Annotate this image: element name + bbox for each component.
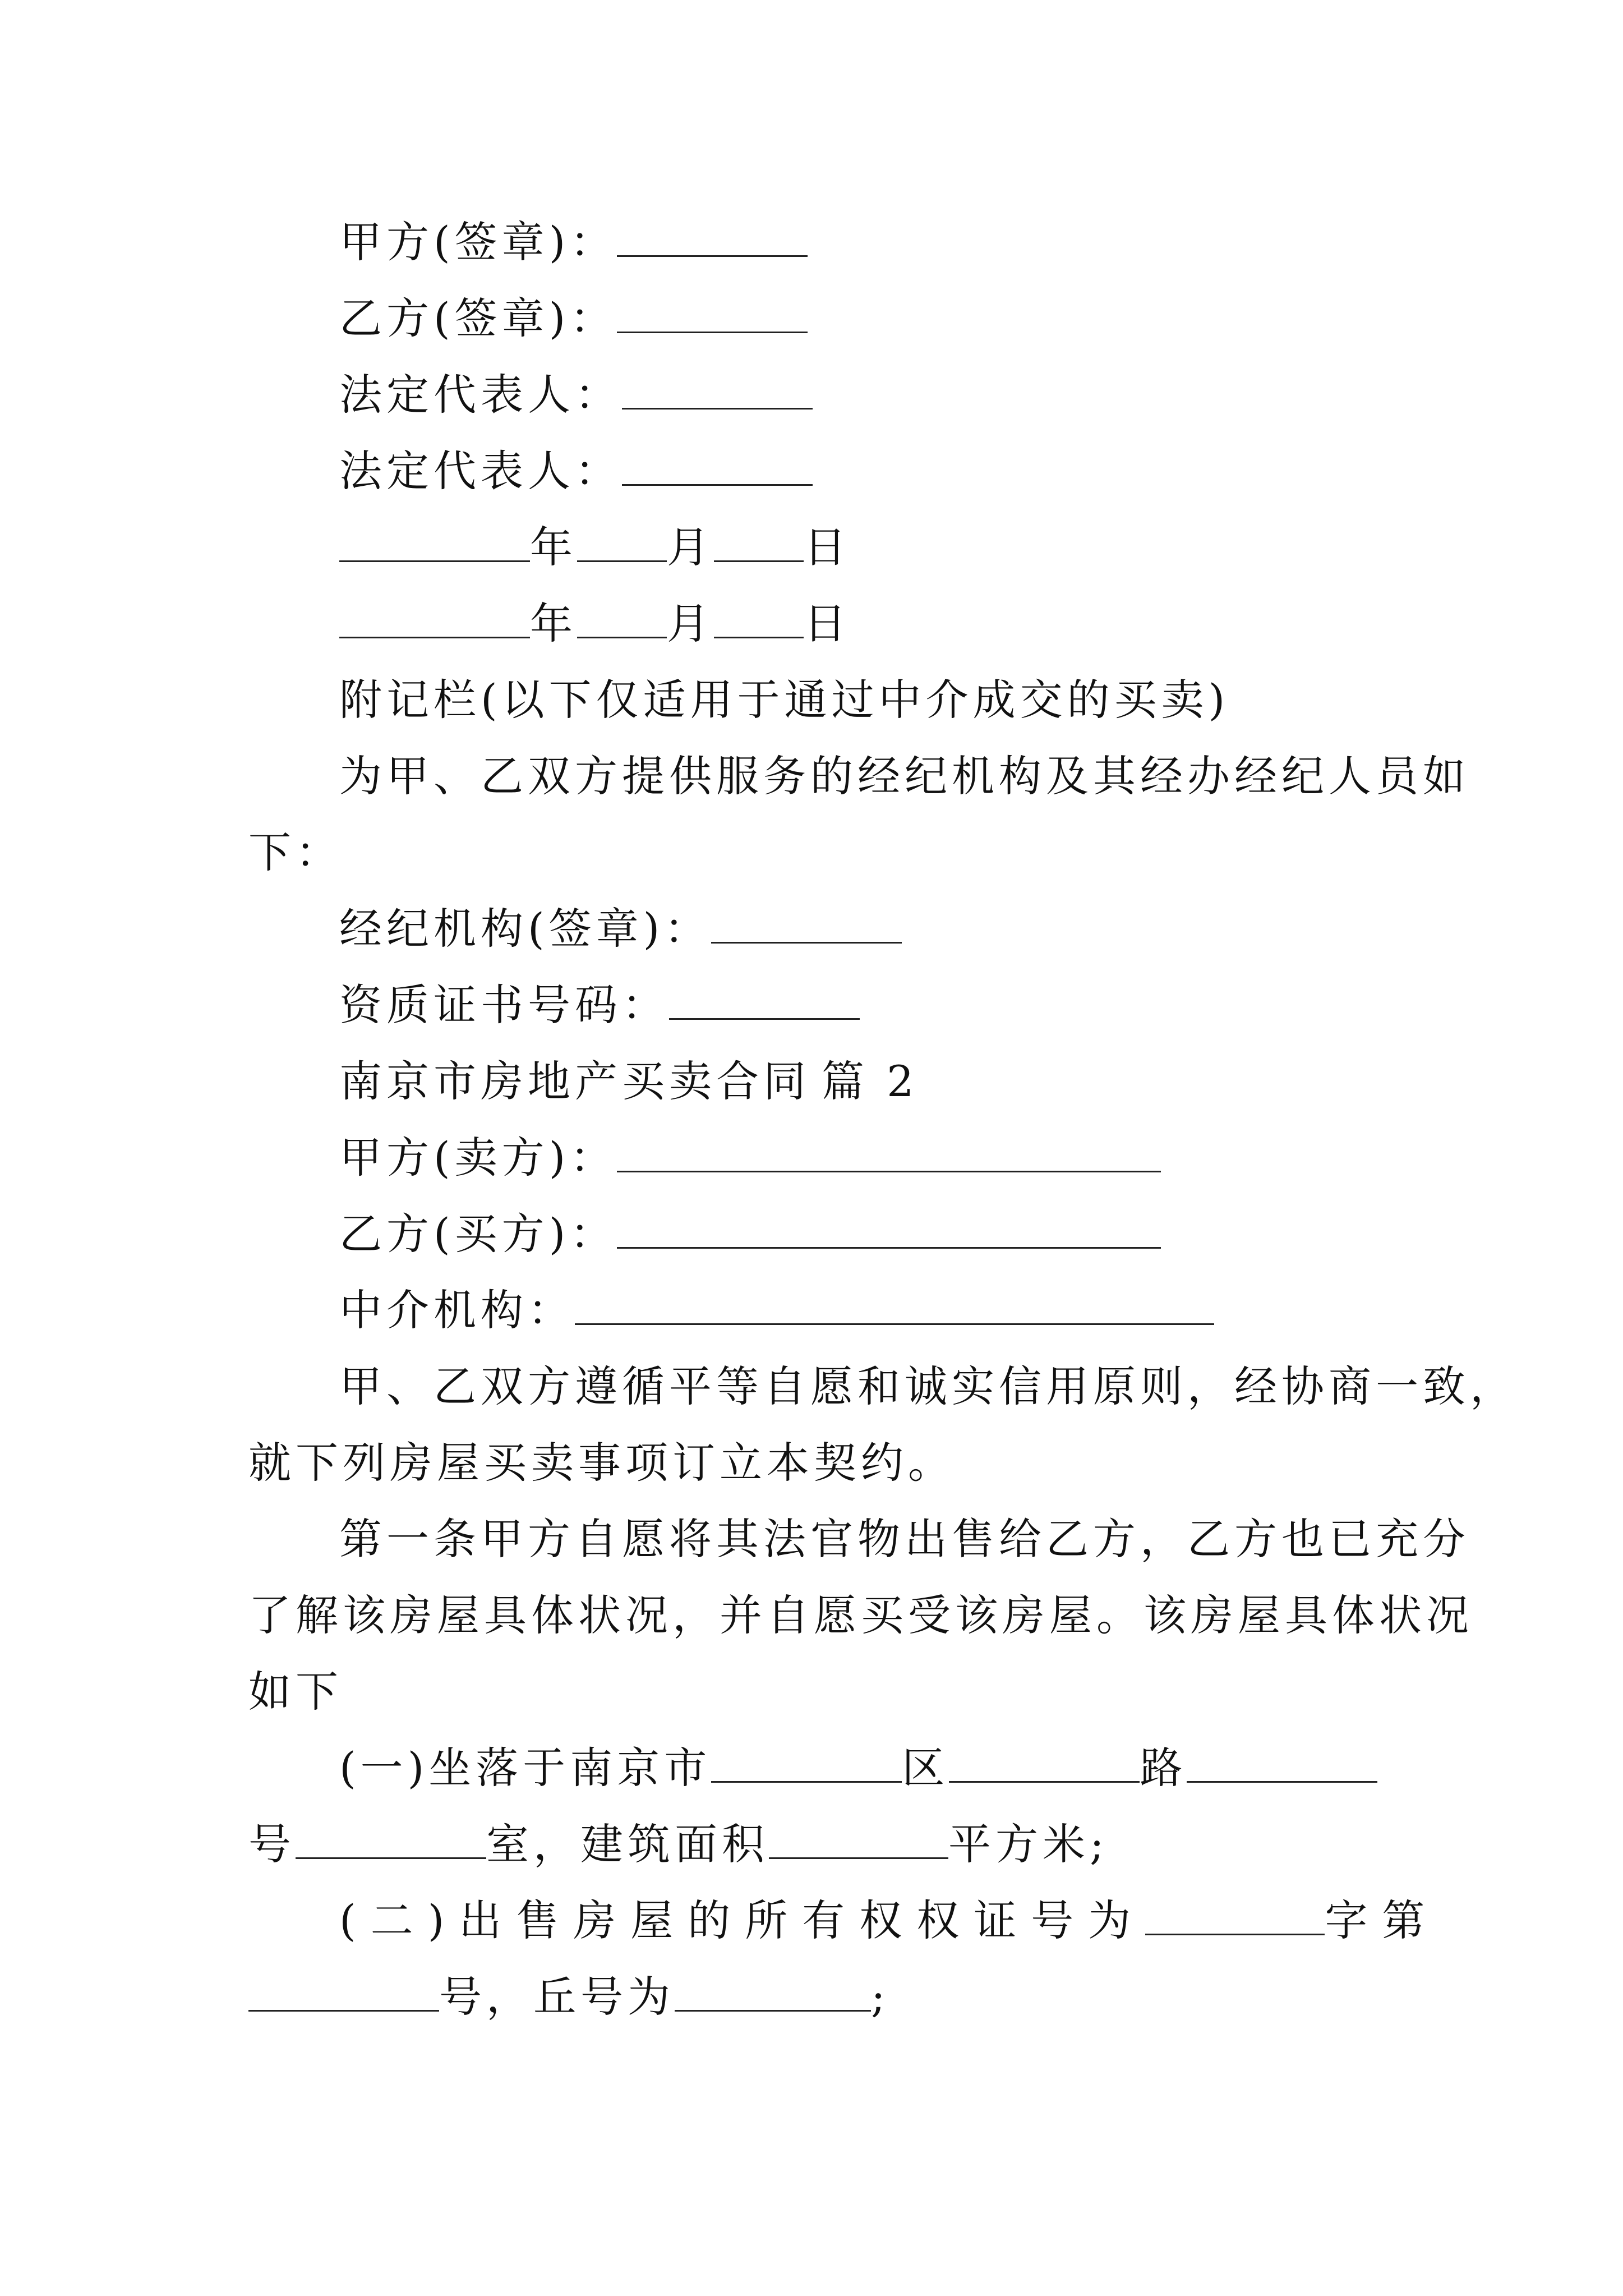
number-label: 号 <box>248 1819 296 1869</box>
appendix-title: 附记栏(以下仅适用于通过中介成交的买卖) <box>339 675 1230 725</box>
semicolon: ; <box>871 1972 890 2022</box>
legal-rep-1-label: 法定代表人： <box>339 370 622 420</box>
item2-line-2 <box>248 1969 890 2025</box>
area-unit: 平方米; <box>948 1819 1109 1869</box>
item2-cert-label: (二)出售房屋的所有权权证号为 <box>339 1895 1146 1945</box>
appendix-intro-line-1: 为甲、乙双方提供服务的经纪机构及其经办经纪人员如 <box>339 751 1470 801</box>
item2-line-1 <box>339 1893 1439 1949</box>
item1-line-2 <box>248 1816 1109 1872</box>
seller-line <box>339 1130 1161 1186</box>
area-label: 室，建筑面积 <box>486 1819 769 1869</box>
area-blank <box>769 1818 948 1859</box>
sign-party-a <box>339 214 808 270</box>
contract2-part: 篇 2 <box>822 1056 919 1106</box>
district-label: 区 <box>902 1743 949 1793</box>
sign-party-a-label: 甲方(签章)： <box>339 217 617 267</box>
signature-blank <box>617 292 808 333</box>
cert-line <box>339 977 860 1033</box>
agency-blank <box>711 903 902 944</box>
signature-blank <box>622 369 813 409</box>
room-blank <box>296 1818 486 1859</box>
year-label: 年 <box>530 599 577 648</box>
date-line-1 <box>339 519 851 576</box>
year-blank <box>339 521 530 562</box>
number-blank <box>1187 1742 1377 1783</box>
intermediary-label: 中介机构： <box>339 1285 575 1335</box>
agency-line <box>339 901 902 957</box>
cert-word-blank <box>1145 1894 1325 1935</box>
buyer-label: 乙方(买方)： <box>339 1209 617 1259</box>
signature-blank <box>622 445 813 486</box>
item1-line-1 <box>339 1740 1377 1796</box>
signature-blank <box>617 216 808 257</box>
seller-label: 甲方(卖方)： <box>339 1133 617 1182</box>
intermediary-line <box>339 1282 1214 1338</box>
cert-word-label: 字第 <box>1325 1895 1440 1945</box>
month-blank <box>577 521 667 562</box>
contract2-title: 南京市房地产买卖合同 <box>339 1056 810 1106</box>
year-blank <box>339 597 530 638</box>
parcel-blank <box>675 1971 871 2012</box>
art1-line-2: 了解该房屋具体状况，并自愿买受该房屋。该房屋具体状况 <box>248 1590 1473 1640</box>
buyer-line <box>339 1206 1161 1262</box>
month-label: 月 <box>667 599 714 648</box>
day-label: 日 <box>804 599 851 648</box>
seller-blank <box>617 1131 1161 1172</box>
sign-party-b-label: 乙方(签章)： <box>339 293 617 343</box>
parcel-label: 号，丘号为 <box>439 1972 675 2022</box>
sign-party-b <box>339 291 808 347</box>
district-blank <box>711 1742 902 1783</box>
cert-label: 资质证书号码： <box>339 980 669 1030</box>
year-label: 年 <box>530 522 577 572</box>
month-label: 月 <box>667 522 714 572</box>
agency-label: 经纪机构(签章)： <box>339 904 712 954</box>
art1-line-1: 第一条甲方自愿将其法官物出售给乙方，乙方也已充分 <box>339 1514 1470 1564</box>
day-label: 日 <box>804 522 851 572</box>
appendix-intro-line-2: 下： <box>248 827 343 877</box>
day-blank <box>714 597 804 638</box>
road-blank <box>949 1742 1140 1783</box>
para1-line-1: 甲、乙双方遵循平等自愿和诚实信用原则，经协商一致， <box>339 1361 1517 1411</box>
intermediary-blank <box>575 1284 1214 1325</box>
contract2-heading <box>339 1053 919 1110</box>
month-blank <box>577 597 667 638</box>
item1-location-label: (一)坐落于南京市 <box>339 1743 712 1793</box>
cert-number-blank <box>248 1971 439 2012</box>
day-blank <box>714 521 804 562</box>
legal-rep-2-label: 法定代表人： <box>339 446 622 496</box>
date-line-2 <box>339 596 851 652</box>
cert-blank <box>669 979 860 1020</box>
para1-line-2: 就下列房屋买卖事项订立本契约。 <box>248 1438 955 1488</box>
art1-line-3: 如下 <box>248 1667 343 1717</box>
buyer-blank <box>617 1208 1161 1249</box>
legal-rep-1 <box>339 367 813 423</box>
road-label: 路 <box>1140 1743 1187 1793</box>
legal-rep-2 <box>339 443 813 499</box>
